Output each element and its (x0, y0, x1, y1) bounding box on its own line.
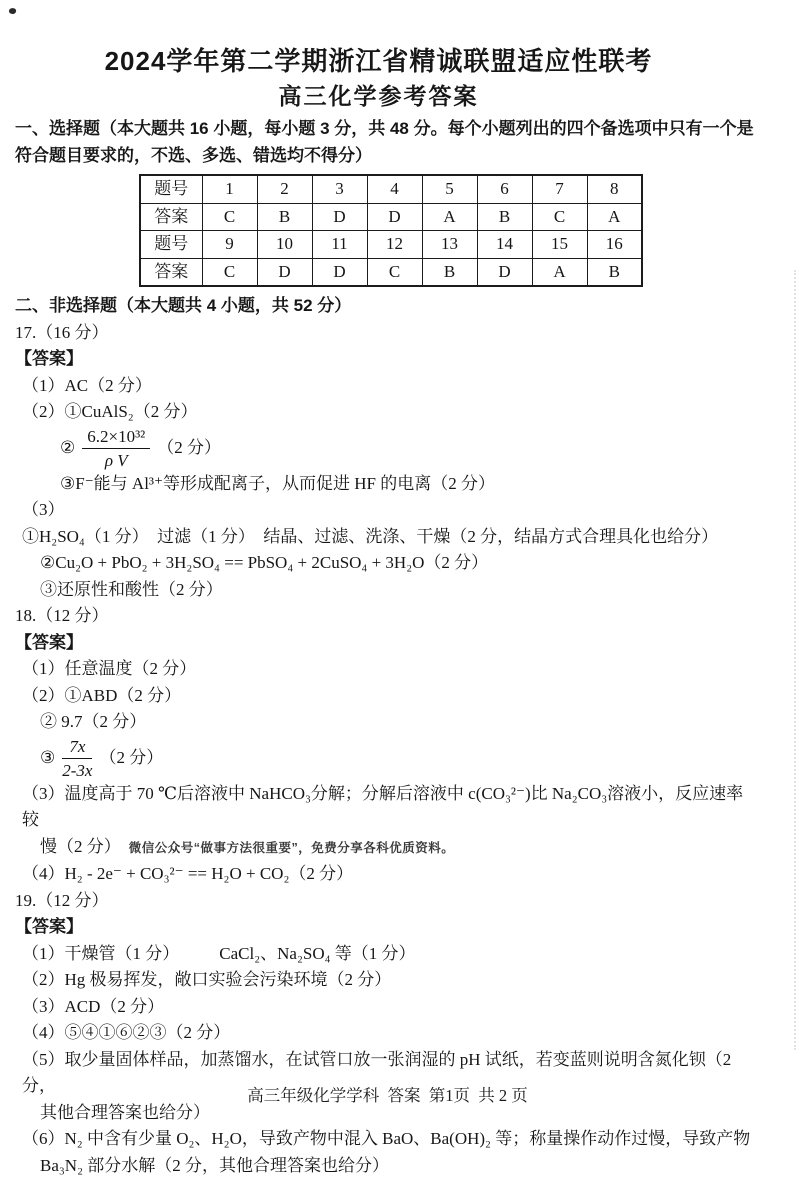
table-cell: A (532, 258, 587, 286)
table-cell: 题号 (140, 175, 202, 203)
section1-heading-line2: 符合题目要求的，不选、多选、错选均不得分） (15, 143, 760, 170)
table-cell: 15 (532, 231, 587, 259)
page-footer: 高三年级化学学科 答案 第1页 共 2 页 (15, 1083, 760, 1110)
table-cell: D (257, 258, 312, 286)
q19-answer-5-line1: （5）取少量固体样品，加蒸馏水，在试管口放一张润湿的 pH 试纸，若变蓝则说明含氮化钡（2 分， (22, 1047, 760, 1100)
table-cell: A (587, 203, 642, 231)
table-row-q1-8 (140, 175, 642, 203)
q18-answer-3-line2 (40, 834, 760, 862)
table-cell: 10 (257, 231, 312, 259)
q19-answer-3: （3）ACD（2 分） (22, 994, 760, 1021)
table-cell: C (202, 203, 257, 231)
q19-answer-1b: CaCl₂、Na₂SO₄ 等（1 分） (219, 944, 415, 963)
table-cell: 9 (202, 231, 257, 259)
table-cell: D (477, 258, 532, 286)
circled-2-marker: ② (60, 435, 75, 462)
table-cell: 8 (587, 175, 642, 203)
q19-answer-4: （4）⑤④①⑥②③（2 分） (22, 1020, 760, 1047)
q17-answer-2-1: （2）①CuAlS₂（2 分） (22, 399, 760, 426)
scan-edge-artifact (794, 270, 796, 1050)
q19-answer-6-line1: （6）N₂ 中含有少量 O₂、H₂O，导致产物中混入 BaO、Ba(OH)₂ 等；称量操作动作过慢，导致产物 (22, 1126, 760, 1153)
q17-answer-2-3: ③F⁻能与 Al³⁺等形成配离子，从而促进 HF 的电离（2 分） (60, 471, 760, 498)
table-cell: C (367, 258, 422, 286)
q17-answer-1: （1）AC（2 分） (22, 373, 760, 400)
q17-answer-3-3: ③还原性和酸性（2 分） (40, 577, 760, 604)
fraction-numerator: 7x (62, 736, 92, 759)
q17-answer-label: 【答案】 (15, 346, 760, 373)
table-cell: 答案 (140, 258, 202, 286)
table-cell: A (422, 203, 477, 231)
item-3-marker: （3） (22, 500, 65, 519)
table-cell: 13 (422, 231, 477, 259)
q17-answer-3-2: ②Cu₂O + PbO₂ + 3H₂SO₄ == PbSO₄ + 2CuSO₄ + 3H₂O（2 分） (40, 550, 760, 577)
fraction-denominator: ρ V (82, 449, 150, 471)
fraction (62, 736, 92, 781)
table-row-ans1-8 (140, 203, 642, 231)
q19-answer-1a: （1）干燥管（1 分） (22, 944, 179, 963)
table-row-ans9-16 (140, 258, 642, 286)
table-cell: 3 (312, 175, 367, 203)
fraction-denominator: 2-3x (62, 759, 92, 781)
table-cell: D (367, 203, 422, 231)
q19-answer-label: 【答案】 (15, 914, 760, 941)
table-cell: D (312, 258, 367, 286)
table-cell: 题号 (140, 231, 202, 259)
q19-answer-2: （2）Hg 极易挥发，敞口实验会污染环境（2 分） (22, 967, 760, 994)
scan-artifact-speck (8, 7, 17, 15)
table-cell: 6 (477, 175, 532, 203)
q19-answer-1 (22, 941, 760, 968)
table-cell: 4 (367, 175, 422, 203)
q19-answer-5-line2: 其他合理答案也给分） (40, 1100, 760, 1127)
q18-answer-4: （4）H₂ - 2e⁻ + CO₃²⁻ == H₂O + CO₂（2 分） (22, 861, 760, 888)
table-cell: B (422, 258, 477, 286)
table-cell: 16 (587, 231, 642, 259)
table-cell: C (532, 203, 587, 231)
table-cell: 14 (477, 231, 532, 259)
score-note: （2 分） (157, 435, 221, 462)
q18-answer-2-3 (40, 736, 760, 781)
table-cell: 答案 (140, 203, 202, 231)
q19-number: 19.（12 分） (15, 888, 760, 915)
table-cell: B (587, 258, 642, 286)
table-cell: B (477, 203, 532, 231)
table-cell: 11 (312, 231, 367, 259)
q17-number: 17.（16 分） (15, 320, 760, 347)
fraction (82, 426, 150, 471)
q18-answer-1: （1）任意温度（2 分） (22, 656, 760, 683)
table-cell: 1 (202, 175, 257, 203)
q18-answer-2-2: ② 9.7（2 分） (40, 709, 760, 736)
table-cell: 12 (367, 231, 422, 259)
section2-heading: 二、非选择题（本大题共 4 小题，共 52 分） (15, 293, 760, 320)
score-note: （2 分） (99, 745, 163, 772)
q19-answer-6-line2: Ba₃N₂ 部分水解（2 分，其他合理答案也给分） (40, 1153, 760, 1179)
q17-answer-3-1 (22, 497, 760, 550)
table-cell: 7 (532, 175, 587, 203)
wechat-watermark-note: 微信公众号“做事方法很重要”，免费分享各科优质资料。 (129, 841, 455, 855)
q18-answer-2-1: （2）①ABD（2 分） (22, 683, 760, 710)
table-cell: B (257, 203, 312, 231)
table-cell: C (202, 258, 257, 286)
q18-answer-3-line1: （3）温度高于 70 ℃后溶液中 NaHCO₃分解；分解后溶液中 c(CO₃²⁻)比 Na₂CO₃溶液小，反应速率较 (22, 781, 760, 834)
circled-3-marker: ③ (40, 745, 55, 772)
section1-heading-line1: 一、选择题（本大题共 16 小题，每小题 3 分，共 48 分。每个小题列出的四个备选项中只有一个是 (15, 116, 760, 143)
fraction-numerator: 6.2×10³² (82, 426, 150, 449)
answer-key-subtitle: 高三化学参考答案 (15, 80, 742, 113)
exam-title: 2024学年第二学期浙江省精诚联盟适应性联考 (15, 44, 742, 78)
q18-answer-label: 【答案】 (15, 630, 760, 657)
q18-answer-3-line2-text: 慢（2 分） (40, 837, 121, 856)
q18-number: 18.（12 分） (15, 603, 760, 630)
table-cell: D (312, 203, 367, 231)
q17-answer-2-2 (60, 426, 760, 471)
q17-answer-3-1-text: ①H₂SO₄（1 分） 过滤（1 分） 结晶、过滤、洗涤、干燥（2 分，结晶方式合理具化也给分） (22, 527, 718, 546)
table-cell: 2 (257, 175, 312, 203)
choice-answer-table (139, 174, 643, 287)
table-row-q9-16 (140, 231, 642, 259)
table-cell: 5 (422, 175, 477, 203)
